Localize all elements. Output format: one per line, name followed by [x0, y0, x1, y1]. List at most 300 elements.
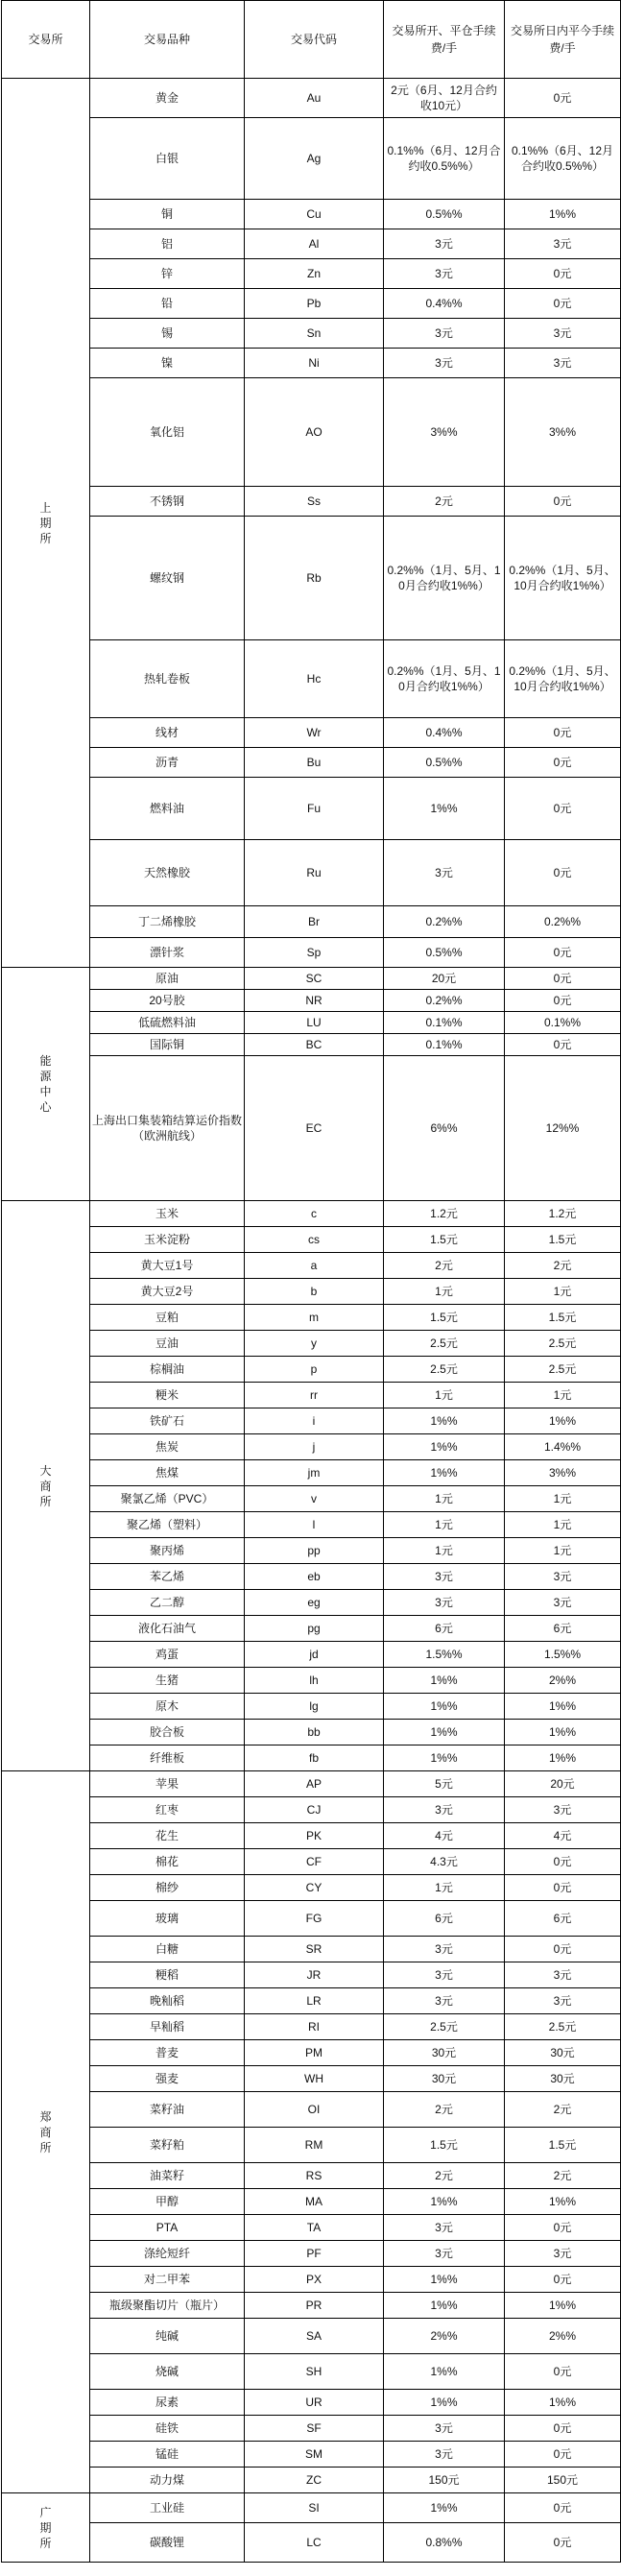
table-row [2, 1305, 621, 1331]
table-row [2, 1797, 621, 1823]
product-cell: 红枣 [90, 1797, 245, 1823]
product-cell: 玻璃 [90, 1901, 245, 1937]
open-close-fee-cell: 0.5%% [384, 200, 505, 229]
product-cell: 不锈钢 [90, 487, 245, 517]
product-cell: 纯碱 [90, 2319, 245, 2354]
table-row [2, 517, 621, 640]
open-close-fee-cell: 2.5元 [384, 1357, 505, 1383]
product-cell: 乙二醇 [90, 1590, 245, 1616]
table-row [2, 778, 621, 840]
product-cell: 工业硅 [90, 2493, 245, 2523]
intraday-fee-cell: 0元 [505, 2416, 621, 2442]
intraday-fee-cell: 0元 [505, 938, 621, 968]
code-cell: Cu [245, 200, 384, 229]
code-cell: OI [245, 2092, 384, 2128]
open-close-fee-cell: 1%% [384, 2189, 505, 2215]
intraday-fee-cell: 0元 [505, 79, 621, 118]
product-cell: 鸡蛋 [90, 1642, 245, 1668]
intraday-fee-cell: 0元 [505, 487, 621, 517]
open-close-fee-cell: 0.1%%（6月、12月合约收0.5%%） [384, 118, 505, 200]
open-close-fee-cell: 3元 [384, 1564, 505, 1590]
table-row [2, 1434, 621, 1460]
code-cell: Ss [245, 487, 384, 517]
table-row [2, 990, 621, 1012]
header-product: 交易品种 [90, 1, 245, 79]
open-close-fee-cell: 1元 [384, 1279, 505, 1305]
code-cell: BC [245, 1034, 384, 1056]
product-cell: 原木 [90, 1694, 245, 1720]
open-close-fee-cell: 1.5元 [384, 2128, 505, 2163]
code-cell: jd [245, 1642, 384, 1668]
fee-table-body [2, 79, 621, 2563]
product-cell: PTA [90, 2215, 245, 2241]
intraday-fee-cell: 1%% [505, 1694, 621, 1720]
exchange-cell: 郑 商 所 [2, 1771, 90, 2493]
table-row [2, 118, 621, 200]
code-cell: UR [245, 2390, 384, 2416]
product-cell: 锰硅 [90, 2442, 245, 2468]
open-close-fee-cell: 1元 [384, 1875, 505, 1901]
code-cell: PF [245, 2241, 384, 2267]
product-cell: 上海出口集装箱结算运价指数（欧洲航线） [90, 1056, 245, 1201]
product-cell: 油菜籽 [90, 2163, 245, 2189]
code-cell: LC [245, 2523, 384, 2563]
table-row [2, 1331, 621, 1357]
code-cell: RM [245, 2128, 384, 2163]
open-close-fee-cell: 3元 [384, 1988, 505, 2014]
intraday-fee-cell: 12%% [505, 1056, 621, 1201]
code-cell: RI [245, 2014, 384, 2040]
code-cell: lh [245, 1668, 384, 1694]
open-close-fee-cell: 0.1%% [384, 1012, 505, 1034]
code-cell: CJ [245, 1797, 384, 1823]
open-close-fee-cell: 1%% [384, 2267, 505, 2293]
code-cell: fb [245, 1745, 384, 1771]
open-close-fee-cell: 20元 [384, 968, 505, 990]
intraday-fee-cell: 3%% [505, 378, 621, 487]
table-row [2, 378, 621, 487]
product-cell: 低硫燃料油 [90, 1012, 245, 1034]
open-close-fee-cell: 1元 [384, 1383, 505, 1408]
table-row [2, 2128, 621, 2163]
product-cell: 漂针浆 [90, 938, 245, 968]
intraday-fee-cell: 0元 [505, 2354, 621, 2390]
table-row [2, 200, 621, 229]
code-cell: eb [245, 1564, 384, 1590]
code-cell: RS [245, 2163, 384, 2189]
product-cell: 胶合板 [90, 1720, 245, 1745]
intraday-fee-cell: 0元 [505, 1937, 621, 1962]
intraday-fee-cell: 0元 [505, 748, 621, 778]
open-close-fee-cell: 1%% [384, 1745, 505, 1771]
code-cell: Ag [245, 118, 384, 200]
product-cell: 铜 [90, 200, 245, 229]
open-close-fee-cell: 1.5元 [384, 1305, 505, 1331]
code-cell: rr [245, 1383, 384, 1408]
code-cell: WH [245, 2066, 384, 2092]
product-cell: 锡 [90, 319, 245, 349]
header-intraday-fee: 交易所日内平今手续费/手 [505, 1, 621, 79]
table-row [2, 2066, 621, 2092]
code-cell: AP [245, 1771, 384, 1797]
product-cell: 白银 [90, 118, 245, 200]
table-row [2, 1642, 621, 1668]
header-code: 交易代码 [245, 1, 384, 79]
code-cell: Fu [245, 778, 384, 840]
intraday-fee-cell: 0元 [505, 968, 621, 990]
open-close-fee-cell: 1.2元 [384, 1201, 505, 1227]
intraday-fee-cell: 6元 [505, 1901, 621, 1937]
open-close-fee-cell: 0.2%%（1月、5月、10月合约收1%%） [384, 517, 505, 640]
open-close-fee-cell: 3元 [384, 2215, 505, 2241]
table-row [2, 1538, 621, 1564]
open-close-fee-cell: 0.1%% [384, 1034, 505, 1056]
table-row [2, 1745, 621, 1771]
code-cell: Al [245, 229, 384, 259]
product-cell: 棉纱 [90, 1875, 245, 1901]
table-row [2, 718, 621, 748]
table-row [2, 2163, 621, 2189]
product-cell: 粳米 [90, 1383, 245, 1408]
intraday-fee-cell: 30元 [505, 2066, 621, 2092]
intraday-fee-cell: 3元 [505, 349, 621, 378]
product-cell: 花生 [90, 1823, 245, 1849]
product-cell: 焦煤 [90, 1460, 245, 1486]
table-row [2, 2293, 621, 2319]
product-cell: 20号胶 [90, 990, 245, 1012]
code-cell: v [245, 1486, 384, 1512]
code-cell: cs [245, 1227, 384, 1253]
code-cell: Hc [245, 640, 384, 718]
table-row [2, 259, 621, 289]
open-close-fee-cell: 5元 [384, 1771, 505, 1797]
table-row [2, 1823, 621, 1849]
exchange-cell: 广 期 所 [2, 2493, 90, 2563]
product-cell: 强麦 [90, 2066, 245, 2092]
intraday-fee-cell: 3元 [505, 1590, 621, 1616]
intraday-fee-cell: 2.5元 [505, 1331, 621, 1357]
intraday-fee-cell: 3元 [505, 1797, 621, 1823]
open-close-fee-cell: 3元 [384, 349, 505, 378]
product-cell: 纤维板 [90, 1745, 245, 1771]
intraday-fee-cell: 0元 [505, 259, 621, 289]
table-row [2, 319, 621, 349]
product-cell: 焦炭 [90, 1434, 245, 1460]
open-close-fee-cell: 0.8%% [384, 2523, 505, 2563]
table-row [2, 1988, 621, 2014]
exchange-cell: 大 商 所 [2, 1201, 90, 1771]
intraday-fee-cell: 1元 [505, 1486, 621, 1512]
intraday-fee-cell: 4元 [505, 1823, 621, 1849]
intraday-fee-cell: 1.5元 [505, 2128, 621, 2163]
intraday-fee-cell: 0.1%%（6月、12月合约收0.5%%） [505, 118, 621, 200]
table-row [2, 349, 621, 378]
intraday-fee-cell: 0元 [505, 990, 621, 1012]
product-cell: 铝 [90, 229, 245, 259]
product-cell: 白糖 [90, 1937, 245, 1962]
product-cell: 普麦 [90, 2040, 245, 2066]
table-row [2, 840, 621, 906]
intraday-fee-cell: 2%% [505, 2319, 621, 2354]
open-close-fee-cell: 1%% [384, 1694, 505, 1720]
intraday-fee-cell: 0元 [505, 1849, 621, 1875]
code-cell: CF [245, 1849, 384, 1875]
open-close-fee-cell: 1元 [384, 1486, 505, 1512]
table-row [2, 1201, 621, 1227]
product-cell: 液化石油气 [90, 1616, 245, 1642]
table-row [2, 906, 621, 938]
code-cell: JR [245, 1962, 384, 1988]
table-row [2, 1668, 621, 1694]
product-cell: 国际铜 [90, 1034, 245, 1056]
intraday-fee-cell: 3元 [505, 1988, 621, 2014]
open-close-fee-cell: 1%% [384, 2493, 505, 2523]
product-cell: 天然橡胶 [90, 840, 245, 906]
header-row [2, 1, 621, 79]
code-cell: MA [245, 2189, 384, 2215]
intraday-fee-cell: 0元 [505, 2442, 621, 2468]
code-cell: pp [245, 1538, 384, 1564]
table-row [2, 1253, 621, 1279]
product-cell: 原油 [90, 968, 245, 990]
open-close-fee-cell: 3元 [384, 2416, 505, 2442]
intraday-fee-cell: 0元 [505, 2493, 621, 2523]
table-row [2, 2267, 621, 2293]
code-cell: lg [245, 1694, 384, 1720]
product-cell: 燃料油 [90, 778, 245, 840]
open-close-fee-cell: 2.5元 [384, 2014, 505, 2040]
open-close-fee-cell: 6元 [384, 1901, 505, 1937]
table-row [2, 1056, 621, 1201]
product-cell: 豆油 [90, 1331, 245, 1357]
intraday-fee-cell: 1%% [505, 1745, 621, 1771]
table-row [2, 1937, 621, 1962]
intraday-fee-cell: 0元 [505, 289, 621, 319]
code-cell: a [245, 1253, 384, 1279]
product-cell: 晚籼稻 [90, 1988, 245, 2014]
product-cell: 线材 [90, 718, 245, 748]
product-cell: 涤纶短纤 [90, 2241, 245, 2267]
table-row [2, 2189, 621, 2215]
intraday-fee-cell: 6元 [505, 1616, 621, 1642]
product-cell: 沥青 [90, 748, 245, 778]
table-row [2, 1875, 621, 1901]
intraday-fee-cell: 2元 [505, 2163, 621, 2189]
product-cell: 硅铁 [90, 2416, 245, 2442]
code-cell: i [245, 1408, 384, 1434]
product-cell: 棕榈油 [90, 1357, 245, 1383]
code-cell: p [245, 1357, 384, 1383]
product-cell: 菜籽粕 [90, 2128, 245, 2163]
code-cell: Sp [245, 938, 384, 968]
intraday-fee-cell: 150元 [505, 2468, 621, 2493]
table-row [2, 2523, 621, 2563]
code-cell: SR [245, 1937, 384, 1962]
table-row [2, 1901, 621, 1937]
intraday-fee-cell: 0元 [505, 2215, 621, 2241]
open-close-fee-cell: 2元（6月、12月合约收10元） [384, 79, 505, 118]
code-cell: j [245, 1434, 384, 1460]
table-row [2, 1590, 621, 1616]
intraday-fee-cell: 0元 [505, 718, 621, 748]
open-close-fee-cell: 2元 [384, 487, 505, 517]
product-cell: 生猪 [90, 1668, 245, 1694]
table-row [2, 1408, 621, 1434]
intraday-fee-cell: 3元 [505, 2241, 621, 2267]
open-close-fee-cell: 30元 [384, 2066, 505, 2092]
intraday-fee-cell: 1%% [505, 2390, 621, 2416]
open-close-fee-cell: 1%% [384, 778, 505, 840]
code-cell: eg [245, 1590, 384, 1616]
open-close-fee-cell: 30元 [384, 2040, 505, 2066]
open-close-fee-cell: 1%% [384, 1668, 505, 1694]
code-cell: PX [245, 2267, 384, 2293]
code-cell: TA [245, 2215, 384, 2241]
code-cell: Sn [245, 319, 384, 349]
intraday-fee-cell: 0.2%%（1月、5月、10月合约收1%%） [505, 640, 621, 718]
table-row [2, 1512, 621, 1538]
table-row [2, 487, 621, 517]
product-cell: 豆粕 [90, 1305, 245, 1331]
table-row [2, 1012, 621, 1034]
intraday-fee-cell: 1.2元 [505, 1201, 621, 1227]
product-cell: 镍 [90, 349, 245, 378]
intraday-fee-cell: 3%% [505, 1460, 621, 1486]
intraday-fee-cell: 0元 [505, 2267, 621, 2293]
open-close-fee-cell: 1%% [384, 2354, 505, 2390]
table-row [2, 2092, 621, 2128]
open-close-fee-cell: 3元 [384, 229, 505, 259]
table-row [2, 2493, 621, 2523]
intraday-fee-cell: 0元 [505, 1034, 621, 1056]
product-cell: 烧碱 [90, 2354, 245, 2390]
open-close-fee-cell: 0.4%% [384, 289, 505, 319]
table-row [2, 748, 621, 778]
table-row [2, 1460, 621, 1486]
open-close-fee-cell: 4元 [384, 1823, 505, 1849]
product-cell: 苯乙烯 [90, 1564, 245, 1590]
intraday-fee-cell: 0.2%% [505, 906, 621, 938]
table-row [2, 2354, 621, 2390]
intraday-fee-cell: 0元 [505, 2523, 621, 2563]
open-close-fee-cell: 3元 [384, 1937, 505, 1962]
code-cell: bb [245, 1720, 384, 1745]
product-cell: 丁二烯橡胶 [90, 906, 245, 938]
open-close-fee-cell: 3元 [384, 1590, 505, 1616]
open-close-fee-cell: 0.2%% [384, 990, 505, 1012]
open-close-fee-cell: 1.5%% [384, 1642, 505, 1668]
intraday-fee-cell: 1.5元 [505, 1305, 621, 1331]
code-cell: Rb [245, 517, 384, 640]
table-row [2, 1849, 621, 1875]
open-close-fee-cell: 1元 [384, 1512, 505, 1538]
code-cell: m [245, 1305, 384, 1331]
open-close-fee-cell: 1.5元 [384, 1227, 505, 1253]
open-close-fee-cell: 1%% [384, 2293, 505, 2319]
product-cell: 氧化铝 [90, 378, 245, 487]
open-close-fee-cell: 1%% [384, 1408, 505, 1434]
product-cell: 碳酸锂 [90, 2523, 245, 2563]
open-close-fee-cell: 1%% [384, 1460, 505, 1486]
intraday-fee-cell: 3元 [505, 319, 621, 349]
open-close-fee-cell: 2元 [384, 1253, 505, 1279]
open-close-fee-cell: 3元 [384, 319, 505, 349]
table-row [2, 1279, 621, 1305]
product-cell: 玉米淀粉 [90, 1227, 245, 1253]
product-cell: 黄大豆2号 [90, 1279, 245, 1305]
intraday-fee-cell: 2%% [505, 1668, 621, 1694]
table-row [2, 1357, 621, 1383]
open-close-fee-cell: 4.3元 [384, 1849, 505, 1875]
code-cell: Wr [245, 718, 384, 748]
open-close-fee-cell: 3%% [384, 378, 505, 487]
product-cell: 对二甲苯 [90, 2267, 245, 2293]
open-close-fee-cell: 3元 [384, 840, 505, 906]
open-close-fee-cell: 2元 [384, 2163, 505, 2189]
header-exchange: 交易所 [2, 1, 90, 79]
exchange-cell: 上 期 所 [2, 79, 90, 968]
open-close-fee-cell: 2%% [384, 2319, 505, 2354]
product-cell: 尿素 [90, 2390, 245, 2416]
product-cell: 聚丙烯 [90, 1538, 245, 1564]
intraday-fee-cell: 1元 [505, 1512, 621, 1538]
intraday-fee-cell: 30元 [505, 2040, 621, 2066]
code-cell: LR [245, 1988, 384, 2014]
intraday-fee-cell: 1.4%% [505, 1434, 621, 1460]
table-row [2, 1771, 621, 1797]
table-row [2, 1616, 621, 1642]
open-close-fee-cell: 3元 [384, 259, 505, 289]
intraday-fee-cell: 1.5元 [505, 1227, 621, 1253]
intraday-fee-cell: 1%% [505, 1720, 621, 1745]
code-cell: Au [245, 79, 384, 118]
intraday-fee-cell: 3元 [505, 229, 621, 259]
open-close-fee-cell: 3元 [384, 2442, 505, 2468]
table-row [2, 2215, 621, 2241]
code-cell: CY [245, 1875, 384, 1901]
code-cell: Ru [245, 840, 384, 906]
product-cell: 粳稻 [90, 1962, 245, 1988]
table-row [2, 968, 621, 990]
open-close-fee-cell: 6%% [384, 1056, 505, 1201]
code-cell: SI [245, 2493, 384, 2523]
intraday-fee-cell: 1%% [505, 200, 621, 229]
intraday-fee-cell: 2元 [505, 1253, 621, 1279]
code-cell: Br [245, 906, 384, 938]
intraday-fee-cell: 1元 [505, 1538, 621, 1564]
open-close-fee-cell: 3元 [384, 1797, 505, 1823]
code-cell: Zn [245, 259, 384, 289]
code-cell: Bu [245, 748, 384, 778]
open-close-fee-cell: 1%% [384, 1434, 505, 1460]
code-cell: Pb [245, 289, 384, 319]
table-row [2, 1962, 621, 1988]
code-cell: jm [245, 1460, 384, 1486]
product-cell: 铅 [90, 289, 245, 319]
code-cell: NR [245, 990, 384, 1012]
open-close-fee-cell: 0.5%% [384, 938, 505, 968]
product-cell: 瓶级聚酯切片（瓶片） [90, 2293, 245, 2319]
code-cell: PR [245, 2293, 384, 2319]
open-close-fee-cell: 0.4%% [384, 718, 505, 748]
open-close-fee-cell: 150元 [384, 2468, 505, 2493]
open-close-fee-cell: 6元 [384, 1616, 505, 1642]
code-cell: l [245, 1512, 384, 1538]
intraday-fee-cell: 0.1%% [505, 1012, 621, 1034]
code-cell: SA [245, 2319, 384, 2354]
intraday-fee-cell: 1.5%% [505, 1642, 621, 1668]
code-cell: y [245, 1331, 384, 1357]
